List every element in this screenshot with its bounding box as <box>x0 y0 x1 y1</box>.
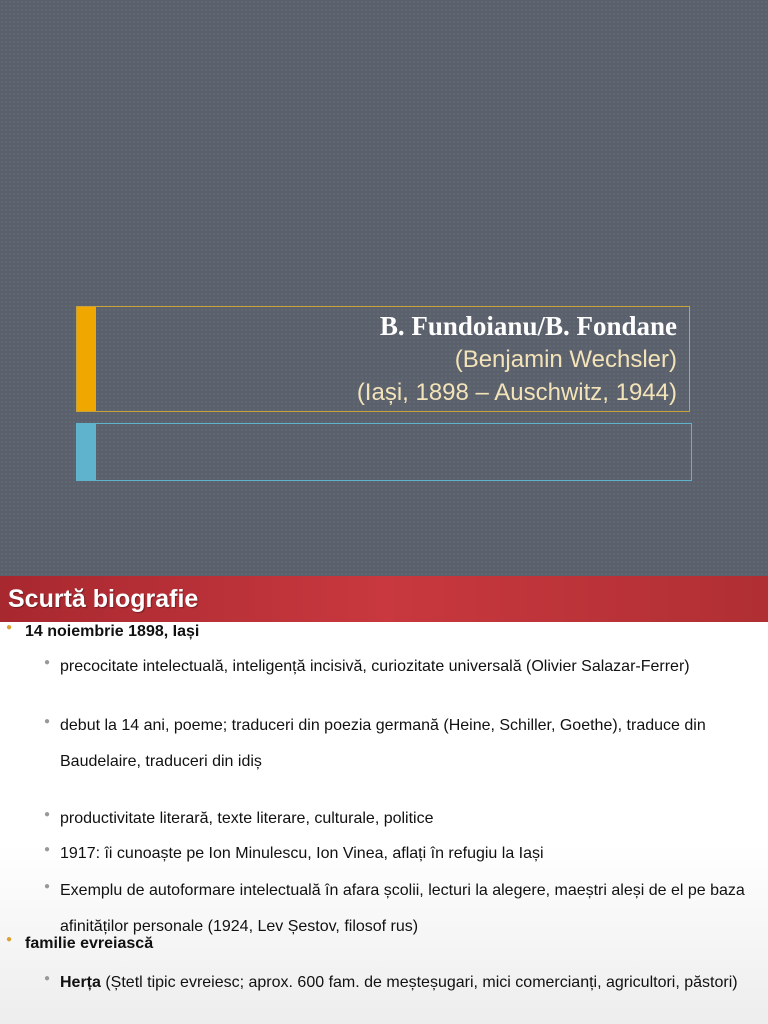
slide-title-dates: (Iași, 1898 – Auschwitz, 1944) <box>356 379 677 406</box>
bullet-dot-icon: ● <box>44 881 51 892</box>
bullet-item: ● Exemplu de autoformare intelectuală în afara școlii, lecturi la alegere, maeștri aleși de el pe baza afinităților personale (1924, Lev Șestov, filosof rus) <box>60 873 762 945</box>
slide-title-name: (Benjamin Wechsler) <box>454 346 677 373</box>
bullet-item: ● 1917: îi cunoaște pe Ion Minulescu, Ion Vinea, aflați în refugiu la Iași <box>60 836 762 872</box>
subtitle-accent-bar <box>77 424 96 480</box>
bullet-dot-icon: ● <box>6 622 13 633</box>
bullet-item: ● 14 noiembrie 1898, Iași <box>25 614 760 650</box>
bullet-item: ● familie evreiască <box>25 926 760 962</box>
bullet-dot-icon: ● <box>44 809 51 820</box>
place-name: Herța <box>60 974 101 991</box>
bullet-item: ● productivitate literară, texte literare, culturale, politice <box>60 801 762 837</box>
title-placeholder <box>76 306 690 412</box>
bullet-dot-icon: ● <box>44 844 51 855</box>
bullet-item: ● Herța (Ștetl tipic evreiesc; aprox. 600 fam. de meșteșugari, mici comercianți, agricultori, păstori) <box>60 965 762 1001</box>
slide-heading: Scurtă biografie <box>8 585 199 613</box>
slide-title: B. Fundoianu/B. Fondane <box>379 311 677 341</box>
bullet-dot-icon: ● <box>44 716 51 727</box>
title-text-block <box>357 307 677 411</box>
bullet-dot-icon: ● <box>6 934 13 945</box>
bullet-item: ● debut la 14 ani, poeme; traduceri din poezia germană (Heine, Schiller, Goethe), traduce din Baudelaire, traduceri din idiș <box>60 708 762 780</box>
bullet-dot-icon: ● <box>44 973 51 984</box>
subtitle-placeholder <box>76 423 692 481</box>
bullet-dot-icon: ● <box>44 657 51 668</box>
bullet-item: ● precocitate intelectuală, inteligență incisivă, curiozitate universală (Olivier Salazar-Ferrer) <box>60 649 762 685</box>
content-slide <box>0 576 768 1024</box>
title-accent-bar <box>77 307 96 411</box>
